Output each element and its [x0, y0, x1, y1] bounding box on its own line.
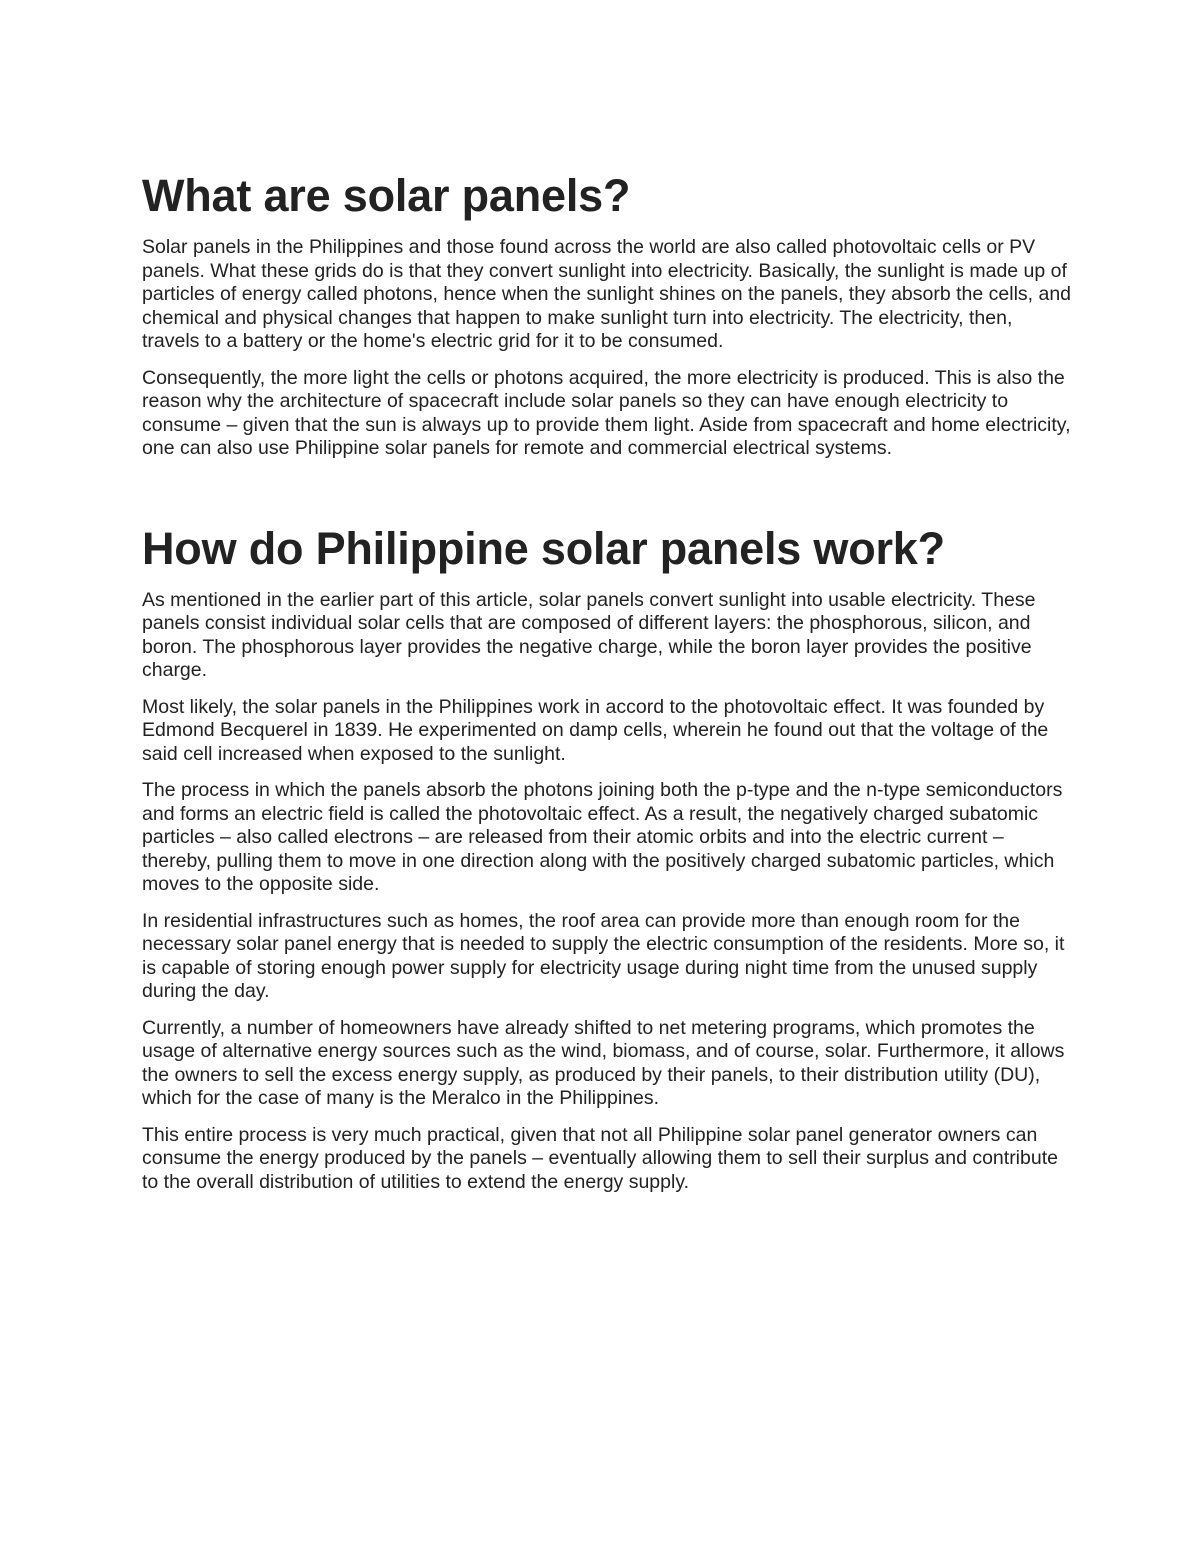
paragraph: This entire process is very much practical, given that not all Philippine solar panel generator owners can consume the energy produced by the panels – eventually allowing them to sell their surplus and contribute to the overall distribution of utilities to extend the energy supply.	[142, 1123, 1058, 1193]
paragraph: Most likely, the solar panels in the Philippines work in accord to the photovoltaic effect. It was founded by Edmond Becquerel in 1839. He experimented on damp cells, wherein he found out that the voltage of the said cell increased when exposed to the sunlight.	[142, 695, 1049, 765]
section-spacer	[142, 461, 1072, 521]
paragraph: As mentioned in the earlier part of this article, solar panels convert sunlight into usable electricity. These panels consist individual solar cells that are composed of different layers: the phosphorous, silicon, and boron. The phosphorous layer provides the negative charge, while the boron layer provides the positive charge.	[142, 588, 1036, 681]
section-heading: What are solar panels?	[142, 170, 631, 221]
paragraph: Solar panels in the Philippines and those found across the world are also called photovoltaic cells or PV panels. What these grids do is that they convert sunlight into electricity. Basically, the sunlight is made up of particles of energy called photons, hence when the sunlight shines on the panels, they absorb the cells, and chemical and physical changes that happen to make sunlight turn into electricity. The electricity, then, travels to a battery or the home's electric grid for it to be consumed.	[142, 236, 1072, 352]
document-page	[142, 168, 1072, 1194]
paragraph: Currently, a number of homeowners have already shifted to net metering programs, which promotes the usage of alternative energy sources such as the wind, biomass, and of course, solar. Furthermore, it allows the owners to sell the excess energy supply, as produced by their panels, to their distribution utility (DU), which for the case of many is the Meralco in the Philippines.	[142, 1016, 1065, 1109]
paragraph: In residential infrastructures such as homes, the roof area can provide more than enough room for the necessary solar panel energy that is needed to supply the electric consumption of the residents. More so, it is capable of storing enough power supply for electricity usage during night time from the unused supply during the day.	[142, 909, 1065, 1002]
paragraph: Consequently, the more light the cells or photons acquired, the more electricity is produced. This is also the reason why the architecture of spacecraft include solar panels so they can have enough electricity to consume – given that the sun is always up to provide them light. Aside from spacecraft and home electricity, one can also use Philippine solar panels for remote and commercial electrical systems.	[142, 366, 1071, 459]
section-heading: How do Philippine solar panels work?	[142, 522, 945, 574]
paragraph: The process in which the panels absorb the photons joining both the p-type and the n-type semiconductors and forms an electric field is called the photovoltaic effect. As a result, the negatively charged subatomic particles – also called electrons – are released from their atomic orbits and into the electric current – thereby, pulling them to move in one direction along with the positively charged subatomic particles, which moves to the opposite side.	[142, 779, 1063, 895]
